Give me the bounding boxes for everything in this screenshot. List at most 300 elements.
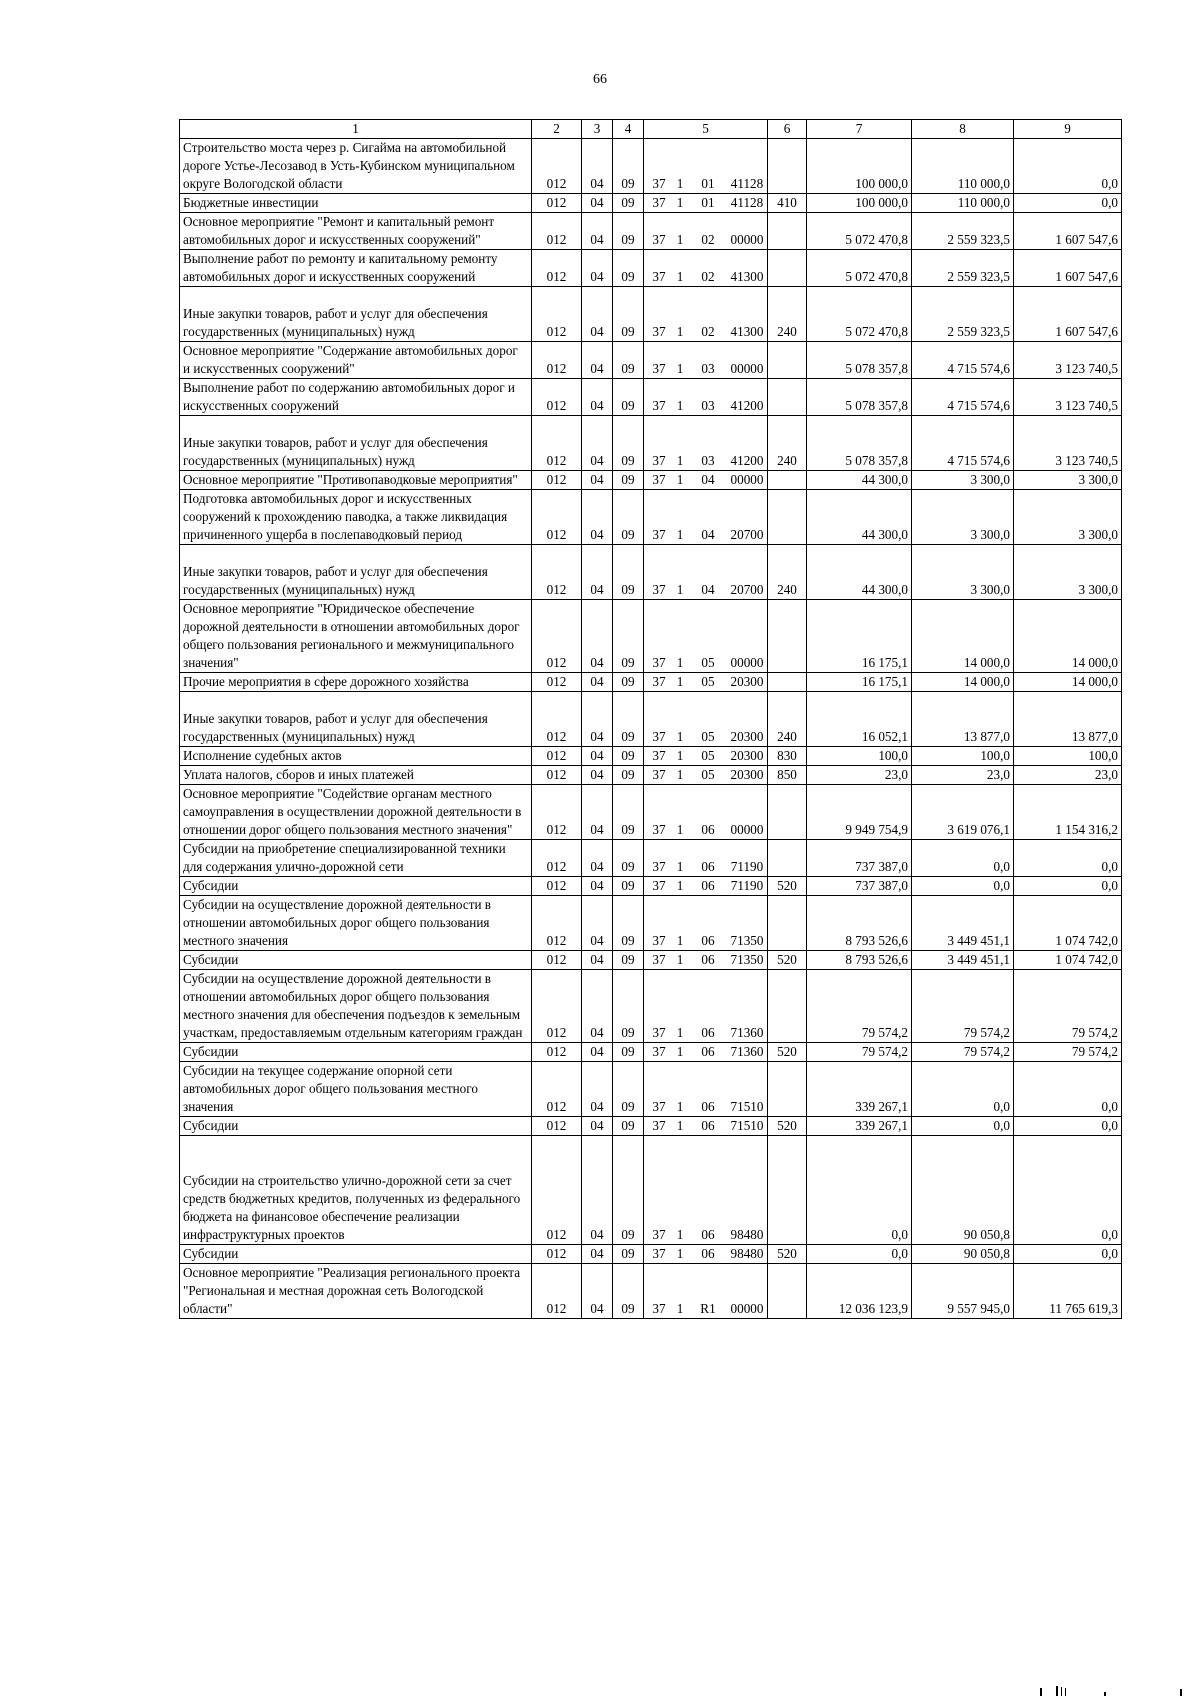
row-name-cell: Иные закупки товаров, работ и услуг для обеспечения государственных (муниципальных) нужд [180, 416, 532, 471]
subprogram-code: 1 [676, 361, 684, 376]
row-name-cell: Субсидии [180, 951, 532, 970]
amount-cell: 1 607 547,6 [1014, 213, 1122, 250]
direction-code: 20300 [730, 729, 764, 744]
table-row [180, 1136, 1122, 1245]
program-code: 37 [652, 1118, 666, 1133]
row-name-cell: Субсидии [180, 1117, 532, 1136]
program-code: 37 [652, 232, 666, 247]
amount-cell: 16 175,1 [807, 673, 912, 692]
program-code: 37 [652, 1025, 666, 1040]
expense-type-cell: 520 [768, 877, 807, 896]
table-row [180, 1245, 1122, 1264]
row-name-cell: Субсидии [180, 877, 532, 896]
direction-code: 41200 [730, 453, 764, 468]
event-code: 05 [701, 748, 715, 763]
amount-cell: 44 300,0 [807, 490, 912, 545]
program-code: 37 [652, 822, 666, 837]
event-code: 05 [701, 729, 715, 744]
program-code: 37 [652, 1099, 666, 1114]
code-cell: 09 [613, 1043, 644, 1062]
code-cell: 09 [613, 379, 644, 416]
row-name-cell: Субсидии на осуществление дорожной деятельности в отношении автомобильных дорог общего пользования местного значения для обеспечения подъездов к земельным участкам, предоставляемым отдельным категориям граждан [180, 970, 532, 1043]
amount-cell: 9 949 754,9 [807, 785, 912, 840]
amount-cell: 3 300,0 [1014, 490, 1122, 545]
target-code-cell [644, 1136, 768, 1245]
target-code-cell [644, 1043, 768, 1062]
subprogram-code: 1 [676, 1118, 684, 1133]
subprogram-code: 1 [676, 582, 684, 597]
table-row [180, 1043, 1122, 1062]
row-name-cell: Субсидии на осуществление дорожной деятельности в отношении автомобильных дорог общего пользования местного значения [180, 896, 532, 951]
amount-cell: 0,0 [1014, 1117, 1122, 1136]
target-code-cell [644, 785, 768, 840]
amount-cell: 3 449 451,1 [912, 896, 1014, 951]
row-name-cell: Основное мероприятие "Юридическое обеспечение дорожной деятельности в отношении автомобильных дорог общего пользования регионального и межмуниципального значения" [180, 600, 532, 673]
code-cell: 012 [532, 896, 582, 951]
row-name-cell: Иные закупки товаров, работ и услуг для обеспечения государственных (муниципальных) нужд [180, 545, 532, 600]
direction-code: 41128 [730, 176, 764, 191]
amount-cell: 14 000,0 [1014, 600, 1122, 673]
amount-cell: 3 123 740,5 [1014, 342, 1122, 379]
code-cell: 04 [582, 545, 613, 600]
code-cell: 04 [582, 471, 613, 490]
expense-type-cell [768, 785, 807, 840]
scan-marks [1040, 1684, 1190, 1696]
target-code-cell [644, 1245, 768, 1264]
direction-code: 00000 [730, 822, 764, 837]
amount-cell: 100 000,0 [807, 194, 912, 213]
subprogram-code: 1 [676, 1301, 684, 1316]
row-name-cell: Строительство моста через р. Сигайма на автомобильной дороге Устье-Лесозавод в Усть-Кубинском муниципальном округе Вологодской области [180, 139, 532, 194]
expense-type-cell [768, 490, 807, 545]
code-cell: 04 [582, 139, 613, 194]
direction-code: 71190 [730, 878, 764, 893]
amount-cell: 0,0 [1014, 139, 1122, 194]
event-code: 06 [701, 822, 715, 837]
amount-cell: 90 050,8 [912, 1245, 1014, 1264]
expense-type-cell: 240 [768, 287, 807, 342]
code-cell: 012 [532, 1136, 582, 1245]
table-row [180, 194, 1122, 213]
subprogram-code: 1 [676, 1025, 684, 1040]
target-code-cell [644, 1062, 768, 1117]
program-code: 37 [652, 674, 666, 689]
expense-type-cell: 240 [768, 416, 807, 471]
code-cell: 012 [532, 877, 582, 896]
direction-code: 41300 [730, 269, 764, 284]
subprogram-code: 1 [676, 269, 684, 284]
amount-cell: 90 050,8 [912, 1136, 1014, 1245]
target-code-cell [644, 877, 768, 896]
amount-cell: 5 078 357,8 [807, 416, 912, 471]
row-name-cell: Основное мероприятие "Реализация регионального проекта "Региональная и местная дорожная сеть Вологодской области" [180, 1264, 532, 1319]
amount-cell: 79 574,2 [912, 970, 1014, 1043]
subprogram-code: 1 [676, 655, 684, 670]
event-code: 06 [701, 1118, 715, 1133]
program-code: 37 [652, 324, 666, 339]
direction-code: 41300 [730, 324, 764, 339]
amount-cell: 9 557 945,0 [912, 1264, 1014, 1319]
subprogram-code: 1 [676, 176, 684, 191]
code-cell: 09 [613, 1136, 644, 1245]
row-name-cell: Выполнение работ по ремонту и капитальному ремонту автомобильных дорог и искусственных сооружений [180, 250, 532, 287]
subprogram-code: 1 [676, 952, 684, 967]
row-name-cell: Основное мероприятие "Противопаводковые мероприятия" [180, 471, 532, 490]
code-cell: 012 [532, 250, 582, 287]
amount-cell: 0,0 [1014, 1136, 1122, 1245]
amount-cell: 737 387,0 [807, 877, 912, 896]
amount-cell: 0,0 [807, 1245, 912, 1264]
direction-code: 20700 [730, 582, 764, 597]
amount-cell: 2 559 323,5 [912, 213, 1014, 250]
subprogram-code: 1 [676, 324, 684, 339]
amount-cell: 0,0 [912, 1062, 1014, 1117]
code-cell: 012 [532, 1264, 582, 1319]
amount-cell: 0,0 [912, 1117, 1014, 1136]
expense-type-cell [768, 600, 807, 673]
direction-code: 71360 [730, 1044, 764, 1059]
direction-code: 41128 [730, 195, 764, 210]
expense-type-cell [768, 1062, 807, 1117]
amount-cell: 1 074 742,0 [1014, 896, 1122, 951]
code-cell: 09 [613, 1245, 644, 1264]
event-code: 06 [701, 952, 715, 967]
amount-cell: 44 300,0 [807, 471, 912, 490]
target-code-cell [644, 342, 768, 379]
amount-cell: 100,0 [807, 747, 912, 766]
code-cell: 09 [613, 877, 644, 896]
page-number: 66 [593, 72, 607, 87]
subprogram-code: 1 [676, 822, 684, 837]
target-code-cell [644, 692, 768, 747]
header-cell: 8 [912, 120, 1014, 139]
expense-type-cell [768, 139, 807, 194]
amount-cell: 100,0 [912, 747, 1014, 766]
code-cell: 04 [582, 342, 613, 379]
code-cell: 04 [582, 194, 613, 213]
header-cell: 4 [613, 120, 644, 139]
direction-code: 20700 [730, 527, 764, 542]
target-code-cell [644, 896, 768, 951]
target-code-cell [644, 951, 768, 970]
amount-cell: 11 765 619,3 [1014, 1264, 1122, 1319]
table-row [180, 139, 1122, 194]
program-code: 37 [652, 655, 666, 670]
code-cell: 012 [532, 766, 582, 785]
expense-type-cell: 240 [768, 545, 807, 600]
amount-cell: 110 000,0 [912, 139, 1014, 194]
table-row [180, 379, 1122, 416]
event-code: 03 [701, 453, 715, 468]
amount-cell: 339 267,1 [807, 1062, 912, 1117]
event-code: 04 [701, 582, 715, 597]
program-code: 37 [652, 952, 666, 967]
code-cell: 012 [532, 490, 582, 545]
code-cell: 012 [532, 785, 582, 840]
event-code: 06 [701, 1246, 715, 1261]
code-cell: 012 [532, 287, 582, 342]
event-code: 06 [701, 878, 715, 893]
amount-cell: 0,0 [1014, 840, 1122, 877]
expense-type-cell [768, 896, 807, 951]
target-code-cell [644, 970, 768, 1043]
direction-code: 71350 [730, 933, 764, 948]
program-code: 37 [652, 195, 666, 210]
expense-type-cell [768, 379, 807, 416]
target-code-cell [644, 673, 768, 692]
code-cell: 09 [613, 287, 644, 342]
target-code-cell [644, 1264, 768, 1319]
amount-cell: 44 300,0 [807, 545, 912, 600]
amount-cell: 5 072 470,8 [807, 250, 912, 287]
subprogram-code: 1 [676, 195, 684, 210]
amount-cell: 14 000,0 [1014, 673, 1122, 692]
target-code-cell [644, 747, 768, 766]
expense-type-cell [768, 213, 807, 250]
amount-cell: 100 000,0 [807, 139, 912, 194]
amount-cell: 3 123 740,5 [1014, 416, 1122, 471]
code-cell: 04 [582, 1245, 613, 1264]
event-code: 03 [701, 398, 715, 413]
table-row [180, 673, 1122, 692]
target-code-cell [644, 379, 768, 416]
row-name-cell: Субсидии на строительство улично-дорожной сети за счет средств бюджетных кредитов, полученных из федерального бюджета на финансовое обеспечение реализации инфраструктурных проектов [180, 1136, 532, 1245]
expense-type-cell: 240 [768, 692, 807, 747]
code-cell: 04 [582, 416, 613, 471]
table-row [180, 896, 1122, 951]
code-cell: 09 [613, 342, 644, 379]
event-code: 05 [701, 767, 715, 782]
subprogram-code: 1 [676, 674, 684, 689]
amount-cell: 23,0 [1014, 766, 1122, 785]
amount-cell: 13 877,0 [912, 692, 1014, 747]
amount-cell: 100,0 [1014, 747, 1122, 766]
target-code-cell [644, 194, 768, 213]
code-cell: 04 [582, 1136, 613, 1245]
row-name-cell: Субсидии на текущее содержание опорной сети автомобильных дорог общего пользования местного значения [180, 1062, 532, 1117]
amount-cell: 1 607 547,6 [1014, 250, 1122, 287]
direction-code: 71510 [730, 1099, 764, 1114]
table-row [180, 1264, 1122, 1319]
code-cell: 09 [613, 250, 644, 287]
amount-cell: 3 300,0 [912, 545, 1014, 600]
event-code: 06 [701, 1025, 715, 1040]
subprogram-code: 1 [676, 527, 684, 542]
target-code-cell [644, 1117, 768, 1136]
direction-code: 98480 [730, 1246, 764, 1261]
code-cell: 04 [582, 785, 613, 840]
code-cell: 09 [613, 840, 644, 877]
amount-cell: 0,0 [912, 840, 1014, 877]
subprogram-code: 1 [676, 1044, 684, 1059]
code-cell: 09 [613, 490, 644, 545]
row-name-cell: Иные закупки товаров, работ и услуг для обеспечения государственных (муниципальных) нужд [180, 287, 532, 342]
amount-cell: 4 715 574,6 [912, 379, 1014, 416]
expense-type-cell [768, 673, 807, 692]
code-cell: 04 [582, 970, 613, 1043]
code-cell: 09 [613, 545, 644, 600]
table-row [180, 213, 1122, 250]
amount-cell: 4 715 574,6 [912, 416, 1014, 471]
header-row [180, 120, 1122, 139]
code-cell: 04 [582, 951, 613, 970]
code-cell: 012 [532, 213, 582, 250]
subprogram-code: 1 [676, 729, 684, 744]
direction-code: 00000 [730, 655, 764, 670]
table-row [180, 877, 1122, 896]
amount-cell: 79 574,2 [1014, 970, 1122, 1043]
header-cell: 9 [1014, 120, 1122, 139]
amount-cell: 1 607 547,6 [1014, 287, 1122, 342]
amount-cell: 0,0 [1014, 194, 1122, 213]
code-cell: 012 [532, 1117, 582, 1136]
code-cell: 012 [532, 692, 582, 747]
code-cell: 04 [582, 213, 613, 250]
code-cell: 04 [582, 600, 613, 673]
row-name-cell: Подготовка автомобильных дорог и искусственных сооружений к прохождению паводка, а также ликвидация причиненного ущерба в послепаводковый период [180, 490, 532, 545]
direction-code: 20300 [730, 748, 764, 763]
event-code: 02 [701, 232, 715, 247]
code-cell: 04 [582, 673, 613, 692]
amount-cell: 16 175,1 [807, 600, 912, 673]
event-code: 05 [701, 674, 715, 689]
code-cell: 04 [582, 250, 613, 287]
event-code: 01 [701, 195, 715, 210]
amount-cell: 5 072 470,8 [807, 287, 912, 342]
amount-cell: 3 619 076,1 [912, 785, 1014, 840]
amount-cell: 737 387,0 [807, 840, 912, 877]
code-cell: 09 [613, 766, 644, 785]
code-cell: 09 [613, 692, 644, 747]
code-cell: 09 [613, 471, 644, 490]
amount-cell: 0,0 [912, 877, 1014, 896]
row-name-cell: Субсидии [180, 1245, 532, 1264]
row-name-cell: Исполнение судебных актов [180, 747, 532, 766]
event-code: 02 [701, 269, 715, 284]
table-row [180, 1062, 1122, 1117]
subprogram-code: 1 [676, 453, 684, 468]
table-row [180, 840, 1122, 877]
subprogram-code: 1 [676, 472, 684, 487]
program-code: 37 [652, 729, 666, 744]
code-cell: 09 [613, 785, 644, 840]
header-cell: 3 [582, 120, 613, 139]
program-code: 37 [652, 269, 666, 284]
program-code: 37 [652, 1044, 666, 1059]
amount-cell: 16 052,1 [807, 692, 912, 747]
direction-code: 71510 [730, 1118, 764, 1133]
program-code: 37 [652, 472, 666, 487]
row-name-cell: Основное мероприятие "Содействие органам местного самоуправления в осуществлении дорожной деятельности в отношении дорог общего пользования местного значения" [180, 785, 532, 840]
amount-cell: 1 154 316,2 [1014, 785, 1122, 840]
amount-cell: 12 036 123,9 [807, 1264, 912, 1319]
direction-code: 00000 [730, 361, 764, 376]
target-code-cell [644, 287, 768, 342]
table-row [180, 545, 1122, 600]
subprogram-code: 1 [676, 878, 684, 893]
code-cell: 012 [532, 545, 582, 600]
header-cell: 5 [644, 120, 768, 139]
amount-cell: 14 000,0 [912, 600, 1014, 673]
amount-cell: 3 300,0 [1014, 471, 1122, 490]
row-name-cell: Выполнение работ по содержанию автомобильных дорог и искусственных сооружений [180, 379, 532, 416]
subprogram-code: 1 [676, 748, 684, 763]
subprogram-code: 1 [676, 232, 684, 247]
subprogram-code: 1 [676, 933, 684, 948]
code-cell: 04 [582, 766, 613, 785]
target-code-cell [644, 213, 768, 250]
target-code-cell [644, 490, 768, 545]
table-row [180, 766, 1122, 785]
header-cell: 7 [807, 120, 912, 139]
table-row [180, 250, 1122, 287]
row-name-cell: Основное мероприятие "Ремонт и капитальный ремонт автомобильных дорог и искусственных сооружений" [180, 213, 532, 250]
amount-cell: 2 559 323,5 [912, 250, 1014, 287]
code-cell: 012 [532, 1245, 582, 1264]
program-code: 37 [652, 748, 666, 763]
amount-cell: 5 078 357,8 [807, 379, 912, 416]
code-cell: 04 [582, 379, 613, 416]
program-code: 37 [652, 527, 666, 542]
code-cell: 09 [613, 139, 644, 194]
direction-code: 00000 [730, 472, 764, 487]
expense-type-cell [768, 970, 807, 1043]
table-row [180, 951, 1122, 970]
code-cell: 012 [532, 1062, 582, 1117]
direction-code: 20300 [730, 674, 764, 689]
code-cell: 09 [613, 970, 644, 1043]
code-cell: 09 [613, 600, 644, 673]
table-row [180, 287, 1122, 342]
subprogram-code: 1 [676, 398, 684, 413]
code-cell: 04 [582, 877, 613, 896]
code-cell: 09 [613, 213, 644, 250]
amount-cell: 0,0 [807, 1136, 912, 1245]
event-code: 06 [701, 933, 715, 948]
amount-cell: 79 574,2 [912, 1043, 1014, 1062]
header-cell: 2 [532, 120, 582, 139]
event-code: 06 [701, 1044, 715, 1059]
code-cell: 04 [582, 1043, 613, 1062]
program-code: 37 [652, 1301, 666, 1316]
header-cell: 1 [180, 120, 532, 139]
subprogram-code: 1 [676, 767, 684, 782]
amount-cell: 23,0 [912, 766, 1014, 785]
table-row [180, 471, 1122, 490]
table-row [180, 342, 1122, 379]
direction-code: 71190 [730, 859, 764, 874]
event-code: 04 [701, 472, 715, 487]
expense-type-cell [768, 342, 807, 379]
program-code: 37 [652, 933, 666, 948]
row-name-cell: Основное мероприятие "Содержание автомобильных дорог и искусственных сооружений" [180, 342, 532, 379]
program-code: 37 [652, 878, 666, 893]
table-body [180, 139, 1122, 1319]
expense-type-cell: 520 [768, 1245, 807, 1264]
code-cell: 012 [532, 139, 582, 194]
code-cell: 012 [532, 970, 582, 1043]
table-row [180, 490, 1122, 545]
expense-type-cell [768, 1264, 807, 1319]
program-code: 37 [652, 398, 666, 413]
code-cell: 012 [532, 673, 582, 692]
amount-cell: 0,0 [1014, 877, 1122, 896]
budget-table [179, 119, 1122, 1319]
amount-cell: 14 000,0 [912, 673, 1014, 692]
target-code-cell [644, 766, 768, 785]
event-code: 03 [701, 361, 715, 376]
event-code: 02 [701, 324, 715, 339]
